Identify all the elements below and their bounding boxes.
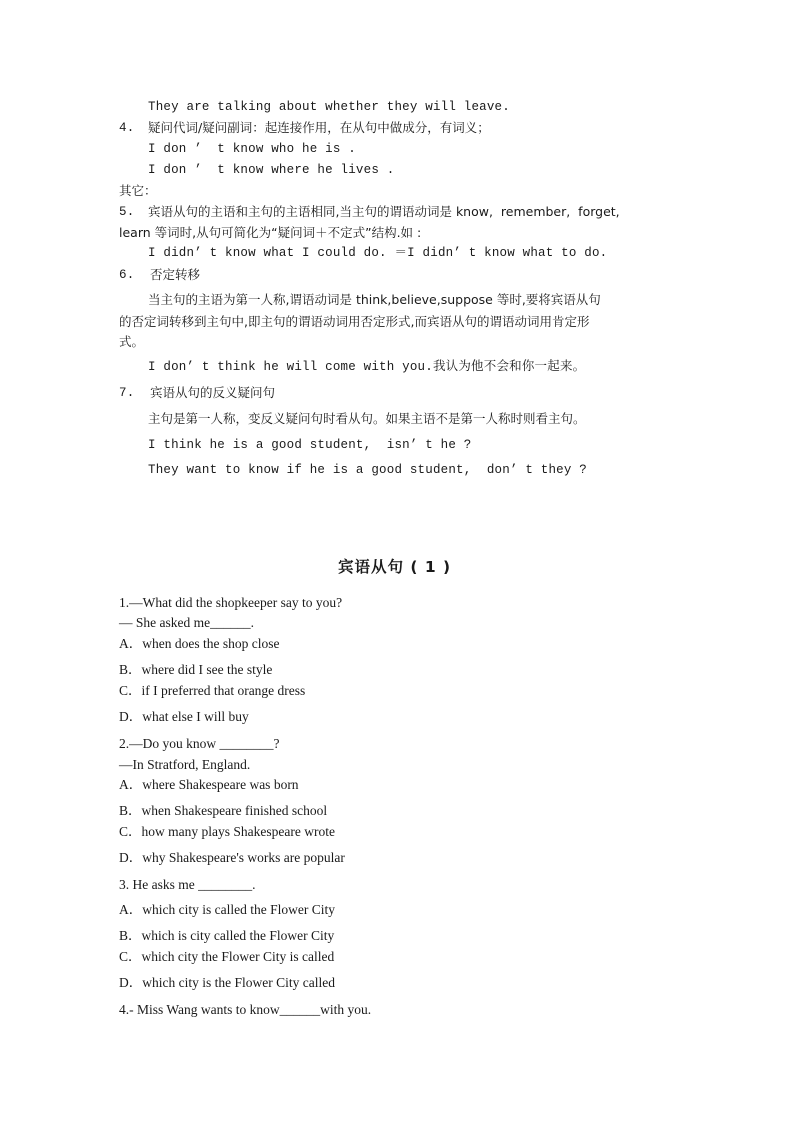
item-7-example-2: They want to know if he is a good student, don’ t they ? <box>148 463 587 477</box>
question-3-option-c: C．which city the Flower City is called <box>119 949 335 964</box>
item-7-number: 7. <box>119 386 135 400</box>
item-5-number: 5. <box>119 205 135 219</box>
question-1-stem: 1.—What did the shopkeeper say to you? <box>119 595 343 610</box>
exercise-title: 宾语从句 ( 1 ) <box>338 558 452 576</box>
item-6-heading: 否定转移 <box>150 267 201 282</box>
example-whether: They are talking about whether they will leave. <box>148 100 510 114</box>
question-2-response: —In Stratford, England. <box>119 757 251 772</box>
item-4-example-2: I don ’ t know where he lives . <box>148 163 395 177</box>
question-3-stem: 3. He asks me ________. <box>119 877 256 892</box>
question-1-option-a: A．when does the shop close <box>119 636 280 651</box>
item-7-example-1: I think he is a good student, isn’ t he ? <box>148 438 472 452</box>
item-6-paragraph-line-3: 式。 <box>119 334 145 349</box>
item-4-text: 疑问代词/疑问副词：起连接作用，在从句中做成分，有词义； <box>148 120 490 135</box>
item-4-example-1: I don ’ t know who he is . <box>148 142 356 156</box>
question-2-option-a: A．where Shakespeare was born <box>119 777 299 792</box>
item-5-text-line-2: learn 等词时,从句可简化为“疑问词＋不定式”结构.如 : <box>119 225 422 240</box>
item-7-paragraph: 主句是第一人称，变反义疑问句时看从句。如果主语不是第一人称时则看主句。 <box>148 411 586 426</box>
question-2-stem: 2.—Do you know ________? <box>119 736 280 751</box>
question-3-option-d: D．which city is the Flower City called <box>119 975 335 990</box>
question-1-option-c: C．if I preferred that orange dress <box>119 683 306 698</box>
item-7-heading: 宾语从句的反义疑问句 <box>150 385 276 400</box>
item-4-number: 4. <box>119 121 135 135</box>
question-2-option-c: C．how many plays Shakespeare wrote <box>119 824 335 839</box>
question-1-option-b: B．where did I see the style <box>119 662 273 677</box>
item-6-paragraph-line-1: 当主句的主语为第一人称,谓语动词是 think,believe,suppose 等时,要将宾语从句 <box>148 292 601 307</box>
question-4-stem: 4.- Miss Wang wants to know______with you. <box>119 1002 372 1017</box>
question-2-option-b: B．when Shakespeare finished school <box>119 803 328 818</box>
item-5-text-line-1: 宾语从句的主语和主句的主语相同,当主句的谓语动词是 know, remember, forget, <box>148 204 620 219</box>
question-3-option-b: B．which is city called the Flower City <box>119 928 335 943</box>
item-5-example: I didn’ t know what I could do. ＝I didn’ t know what to do. <box>148 246 608 260</box>
question-2-option-d: D．why Shakespeare's works are popular <box>119 850 345 865</box>
item-6-paragraph-line-2: 的否定词转移到主句中,即主句的谓语动词用否定形式,而宾语从句的谓语动词用肯定形 <box>119 314 590 329</box>
item-6-example: I don’ t think he will come with you.我认为他不会和你一起来。 <box>148 360 586 374</box>
other-heading: 其它： <box>119 183 157 198</box>
question-3-option-a: A．which city is called the Flower City <box>119 902 335 917</box>
question-1-response: — She asked me______. <box>119 615 254 630</box>
item-6-number: 6. <box>119 268 135 282</box>
question-1-option-d: D．what else I will buy <box>119 709 249 724</box>
